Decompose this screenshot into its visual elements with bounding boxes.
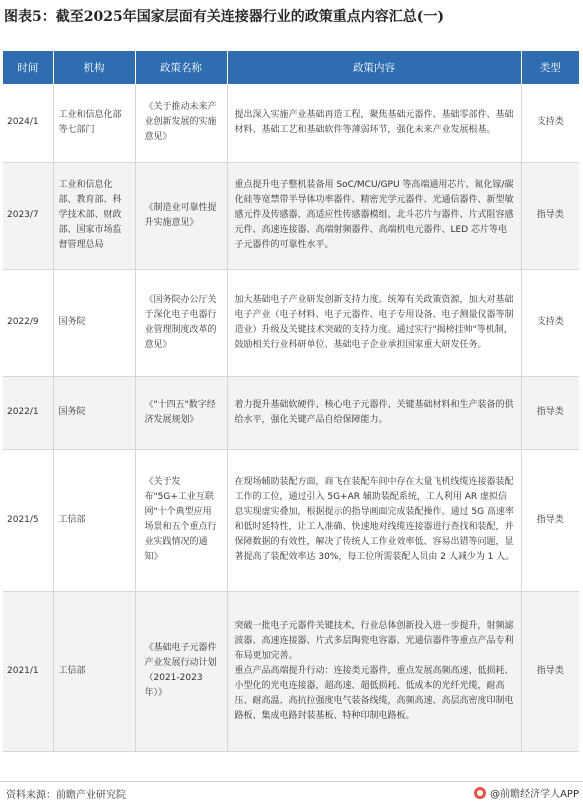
- table-row: [3, 376, 579, 449]
- table-row: [3, 269, 579, 376]
- brand-credit: [474, 785, 579, 800]
- table-row: [3, 591, 579, 751]
- table-header-row: [3, 51, 579, 84]
- cell-policy: 《"十四五"数字经济发展规划》: [135, 376, 227, 449]
- cell-type: 支持类: [521, 84, 579, 162]
- cell-policy: 《关于推动未来产业创新发展的实施意见》: [135, 84, 227, 162]
- source-note: 资料来源：前瞻产业研究院: [6, 790, 126, 801]
- footer: [0, 781, 583, 812]
- cell-content: [227, 449, 521, 591]
- policy-table: [3, 51, 579, 752]
- cell-time: 2022/1: [3, 376, 53, 449]
- table-row: [3, 84, 579, 162]
- cell-time: 2022/9: [3, 269, 53, 376]
- cell-policy: 《国务院办公厅关于深化电子电器行业管理制度改革的意见》: [135, 269, 227, 376]
- brand-logo-icon: [474, 787, 486, 799]
- content-paragraph: 重点产品高端提升行动：连接类元器件，重点发展高频高速、低损耗、小型化的光电连接器，超高速、超低损耗、低成本的光纤光缆，耐高压、耐高温、高抗拉强度电气装备线缆，高频高速、高层高密度印制电路板、集成电路封装基板、特种印制电路板。: [234, 665, 514, 721]
- cell-time: 2023/7: [3, 162, 53, 269]
- cell-type: 指导类: [521, 449, 579, 591]
- cell-type: 支持类: [521, 269, 579, 376]
- content-paragraph: 提出深入实施产业基础再造工程，聚焦基础元器件、基础零部件、基础材料、基础工艺和基础软件等薄弱环节，强化未来产业发展根基。: [234, 109, 514, 135]
- table-row: [3, 162, 579, 269]
- cell-content: [227, 269, 521, 376]
- cell-org: 工业和信息化部、教育部、科学技术部、财政部、国家市场监督管理总局: [53, 162, 135, 269]
- page-title: 图表5：截至2025年国家层面有关连接器行业的政策重点内容汇总(一): [4, 9, 444, 25]
- cell-time: 2021/1: [3, 591, 53, 751]
- content-paragraph: 着力提升基础软硬件、核心电子元器件、关键基础材料和生产装备的供给水平，强化关键产品自给保障能力。: [234, 399, 514, 425]
- cell-policy: 《制造业可靠性提升实施意见》: [135, 162, 227, 269]
- cell-type: 指导类: [521, 162, 579, 269]
- cell-time: 2021/5: [3, 449, 53, 591]
- cell-type: 指导类: [521, 591, 579, 751]
- cell-org: 工信部: [53, 591, 135, 751]
- cell-org: 国务院: [53, 376, 135, 449]
- cell-content: [227, 591, 521, 751]
- cell-policy: 《关于发布"5G+工业互联网"十个典型应用场景和五个重点行业实践情况的通知》: [135, 449, 227, 591]
- cell-content: [227, 376, 521, 449]
- header-content: 政策内容: [227, 51, 521, 84]
- header-type: 类型: [521, 51, 579, 84]
- header-time: 时间: [3, 51, 53, 84]
- content-paragraph: 突破一批电子元器件关键技术，行业总体创新投入进一步提升，射频滤波器、高速连接器、片式多层陶瓷电容器、光通信器件等重点产品专利布局更加完善。: [234, 620, 514, 661]
- cell-org: 工信部: [53, 449, 135, 591]
- cell-org: 工业和信息化部等七部门: [53, 84, 135, 162]
- header-policy: 政策名称: [135, 51, 227, 84]
- header-org: 机构: [53, 51, 135, 84]
- cell-content: [227, 162, 521, 269]
- cell-content: [227, 84, 521, 162]
- content-paragraph: 加大基础电子产业研发创新支持力度。统筹有关政策资源，加大对基础电子产业（电子材料、电子元器件、电子专用设备、电子测量仪器等制造业）升级及关键技术突破的支持力度。通过实行"揭榜挂帅"等机制，鼓励相关行业科研单位、基础电子企业承担国家重大研发任务。: [234, 294, 514, 350]
- cell-policy: 《基础电子元器件产业发展行动计划（2021-2023年）》: [135, 591, 227, 751]
- cell-time: 2024/1: [3, 84, 53, 162]
- table-row: [3, 449, 579, 591]
- cell-org: 国务院: [53, 269, 135, 376]
- cell-type: 指导类: [521, 376, 579, 449]
- content-paragraph: 在现场辅助装配方面，商飞在装配车间中存在大量飞机线缆连接器装配工作的工位，通过引入 5G+AR 辅助装配系统，工人利用 AR 虚拟信息实现虚实叠加，根据提示的指导画面完成装配操作。通过 5G 高速率和低时延特性，让工人准确、快速地对线缆连接器进行查找和装配，并保障数据的有效性，解决了传统人工作业效率低、容易出错等问题，显著提高了装配效率达 30%，每工位所需装配人员由 2 人减少为 1 人。: [234, 477, 515, 562]
- brand-label: @前瞻经济学人APP: [490, 789, 579, 800]
- content-paragraph: 重点提升电子整机装备用 SoC/MCU/GPU 等高端通用芯片、氮化镓/碳化硅等宽禁带半导体功率器件、精密光学元器件、光通信器件、新型敏感元件及传感器、高适应性传感器模组、北斗芯片与器件、片式阻容感元件、高速连接器、高端射频器件、高端机电元器件、LED 芯片等电子元器件的可靠性水平。: [234, 180, 514, 250]
